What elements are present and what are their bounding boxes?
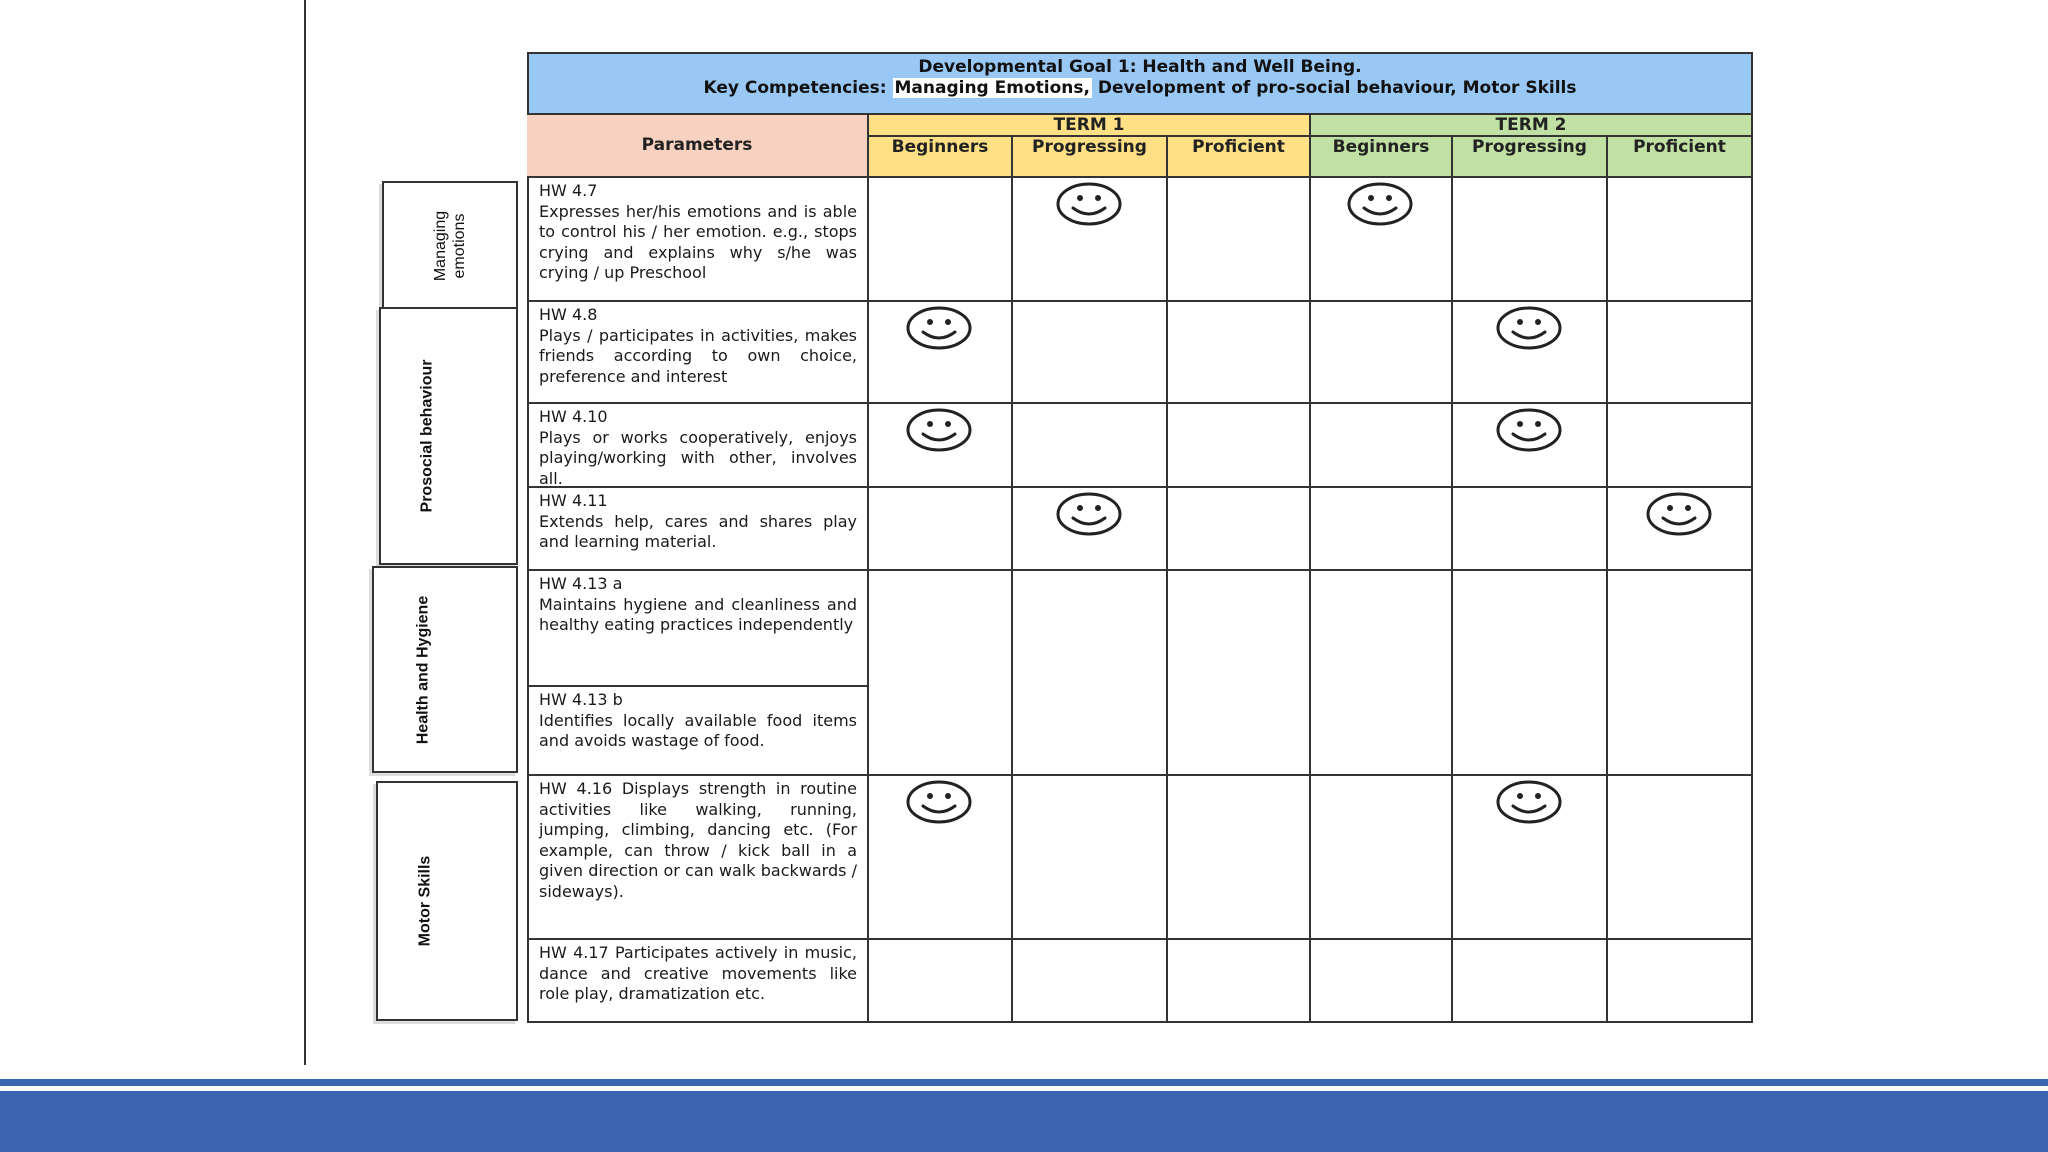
level-header-6: Proficient (1608, 137, 1753, 178)
level-header-2: Progressing (1013, 137, 1168, 178)
parameter-code: HW 4.10 (539, 407, 608, 426)
left-divider-line (304, 0, 306, 1065)
table-cell[interactable] (1168, 940, 1311, 1023)
smiley-face-icon (906, 780, 972, 824)
table-cell[interactable] (1168, 404, 1311, 488)
parameter-description: Plays or works cooperatively, enjoys playing/working with other, involves all. (539, 427, 857, 488)
level-header-4: Beginners (1311, 137, 1453, 178)
parameter-description: Plays / participates in activities, makes friends according to own choice, preference and interest (539, 325, 857, 386)
footer-rule (0, 1079, 2048, 1086)
smiley-face-icon (1496, 408, 1562, 452)
smiley-face-icon (1347, 182, 1413, 226)
table-cell[interactable] (1453, 488, 1608, 571)
parameter-description: Maintains hygiene and cleanliness and healthy eating practices independently (539, 594, 857, 634)
table-cell[interactable] (1453, 776, 1608, 940)
table-cell[interactable] (1168, 571, 1311, 776)
section-label: Motor Skills (416, 855, 434, 947)
table-cell[interactable] (1311, 571, 1453, 776)
parameter-description: Participates actively in music, dance and creative movements like role play, dramatization etc. (539, 943, 857, 1003)
table-cell[interactable] (1013, 488, 1168, 571)
section-health-hygiene (372, 566, 518, 773)
table-cell[interactable] (869, 302, 1013, 404)
footer-bar (0, 1091, 2048, 1152)
section-motor-skills (376, 781, 518, 1021)
smiley-face-icon (1056, 492, 1122, 536)
parameter-description: Displays strength in routine activities like walking, running, jumping, climbing, dancing etc. (For example, can throw / kick ball in a given direction or can walk backwards / sideways). (539, 779, 857, 901)
table-cell[interactable] (869, 776, 1013, 940)
table-cell[interactable] (1168, 488, 1311, 571)
section-label: Prosocial behaviour (418, 359, 435, 513)
level-header-1: Beginners (869, 137, 1013, 178)
table-cell[interactable] (1453, 571, 1608, 776)
table-row-parameter (527, 488, 869, 571)
table-cell[interactable] (1013, 940, 1168, 1023)
level-header-3: Proficient (1168, 137, 1311, 178)
table-row-parameter (527, 687, 869, 776)
table-cell[interactable] (1168, 178, 1311, 302)
table-top-border (527, 113, 1753, 115)
smiley-face-icon (1646, 492, 1712, 536)
parameter-code: HW 4.13 a (539, 574, 623, 593)
smiley-face-icon (1056, 182, 1122, 226)
table-cell[interactable] (1453, 302, 1608, 404)
table-cell[interactable] (1453, 940, 1608, 1023)
table-row-parameter (527, 178, 869, 302)
parameter-code: HW 4.16 (539, 779, 622, 798)
table-cell[interactable] (1013, 571, 1168, 776)
table-cell[interactable] (1608, 488, 1753, 571)
parameter-code: HW 4.7 (539, 181, 598, 200)
table-cell[interactable] (1608, 776, 1753, 940)
term-header-1: TERM 1 (869, 115, 1311, 137)
table-cell[interactable] (869, 178, 1013, 302)
table-cell[interactable] (1311, 178, 1453, 302)
table-cell[interactable] (1311, 488, 1453, 571)
table-cell[interactable] (1013, 178, 1168, 302)
parameter-code: HW 4.8 (539, 305, 598, 324)
smiley-face-icon (906, 306, 972, 350)
section-prosocial-behaviour (379, 307, 518, 565)
table-cell[interactable] (1453, 178, 1608, 302)
table-cell[interactable] (1453, 404, 1608, 488)
table-row-parameter (527, 776, 869, 940)
table-cell[interactable] (1608, 940, 1753, 1023)
parameter-code: HW 4.17 (539, 943, 615, 962)
level-header-5: Progressing (1453, 137, 1608, 178)
smiley-face-icon (1496, 306, 1562, 350)
table-cell[interactable] (869, 940, 1013, 1023)
table-row-parameter (527, 302, 869, 404)
table-cell[interactable] (1168, 302, 1311, 404)
table-row-parameter (527, 940, 869, 1023)
table-cell[interactable] (1311, 940, 1453, 1023)
section-label: Health and Hygiene (414, 595, 432, 744)
table-row-parameter (527, 571, 869, 687)
table-cell[interactable] (869, 404, 1013, 488)
term-header-2: TERM 2 (1311, 115, 1753, 137)
table-cell[interactable] (1013, 302, 1168, 404)
highlighted-competency: Managing Emotions, (894, 78, 1090, 98)
parameter-code: HW 4.13 b (539, 690, 623, 709)
parameter-code: HW 4.11 (539, 491, 608, 510)
table-cell[interactable] (1608, 404, 1753, 488)
table-cell[interactable] (869, 488, 1013, 571)
table-cell[interactable] (1311, 776, 1453, 940)
table-cell[interactable] (869, 571, 1013, 776)
table-cell[interactable] (1311, 404, 1453, 488)
parameter-description: Extends help, cares and shares play and learning material. (539, 511, 857, 551)
parameter-description: Identifies locally available food items and avoids wastage of food. (539, 710, 857, 750)
smiley-face-icon (906, 408, 972, 452)
parameter-description: Expresses her/his emotions and is able to control his / her emotion. e.g., stops crying and explains why s/he was crying / up Preschool (539, 201, 857, 282)
table-cell[interactable] (1168, 776, 1311, 940)
table-cell[interactable] (1608, 302, 1753, 404)
table-cell[interactable] (1311, 302, 1453, 404)
table-row-parameter (527, 404, 869, 488)
table-cell[interactable] (1013, 776, 1168, 940)
section-label: Managing emotions (432, 210, 468, 281)
smiley-face-icon (1496, 780, 1562, 824)
section-managing-emotions (382, 181, 518, 310)
key-competencies: Key Competencies: Managing Emotions, Development of pro-social behaviour, Motor Skills (703, 78, 1577, 98)
table-cell[interactable] (1608, 178, 1753, 302)
table-cell[interactable] (1013, 404, 1168, 488)
parameters-header: Parameters (527, 115, 869, 178)
goal-title: Developmental Goal 1: Health and Well Being. (918, 57, 1362, 77)
table-cell[interactable] (1608, 571, 1753, 776)
goal-header (527, 52, 1753, 115)
